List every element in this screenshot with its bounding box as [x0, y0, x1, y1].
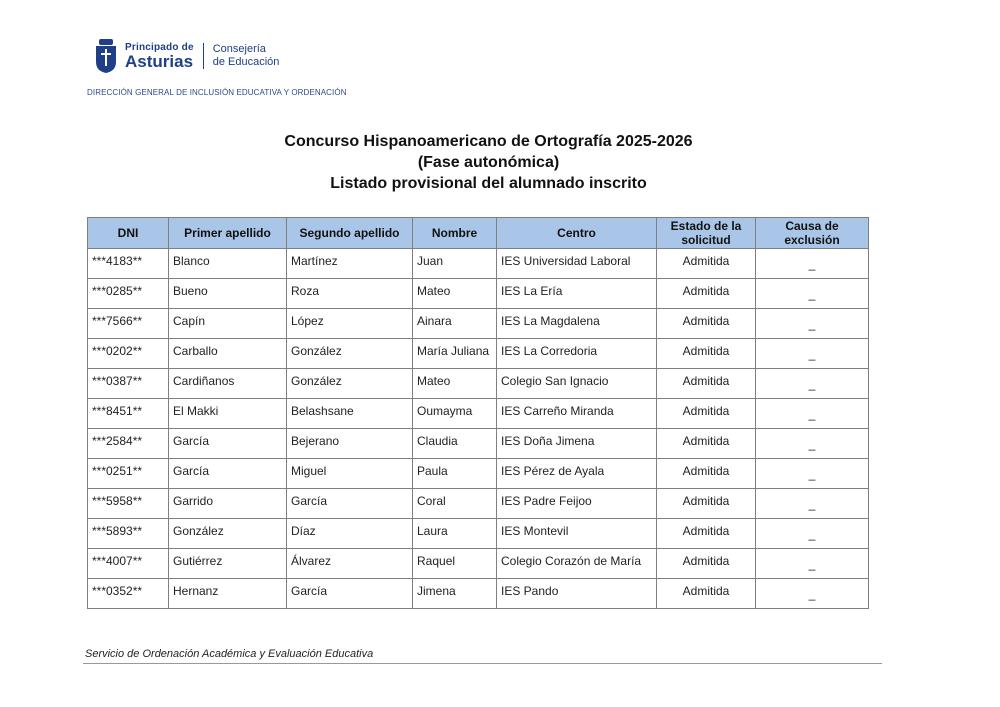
- table-row: [88, 579, 869, 609]
- school-cell: IES La Ería: [497, 279, 657, 309]
- school-cell: IES Pérez de Ayala: [497, 459, 657, 489]
- school-cell: Colegio Corazón de María: [497, 549, 657, 579]
- asturias-logo: [94, 37, 279, 75]
- first-surname-cell: García: [169, 459, 287, 489]
- second-surname-cell: Roza: [287, 279, 413, 309]
- table-body: [88, 249, 869, 609]
- dni-cell: ***4007**: [88, 549, 169, 579]
- column-header-second-surname: Segundo apellido: [287, 218, 413, 249]
- table-row: [88, 399, 869, 429]
- first-surname-cell: Blanco: [169, 249, 287, 279]
- column-header-dni: DNI: [88, 218, 169, 249]
- name-cell: Juan: [413, 249, 497, 279]
- second-surname-cell: Bejerano: [287, 429, 413, 459]
- school-cell: IES La Corredoria: [497, 339, 657, 369]
- status-cell: Admitida: [657, 399, 756, 429]
- school-cell: Colegio San Ignacio: [497, 369, 657, 399]
- table-row: [88, 549, 869, 579]
- title-line-2: (Fase autonómica): [417, 154, 560, 171]
- school-cell: IES Universidad Laboral: [497, 249, 657, 279]
- department-line1: Consejería: [212, 43, 266, 55]
- second-surname-cell: Miguel: [287, 459, 413, 489]
- exclusion-cause-cell: _: [756, 579, 869, 609]
- second-surname-cell: García: [287, 489, 413, 519]
- status-cell: Admitida: [657, 369, 756, 399]
- dni-cell: ***2584**: [88, 429, 169, 459]
- exclusion-cause-cell: _: [756, 279, 869, 309]
- table-row: [88, 279, 869, 309]
- school-cell: IES Montevil: [497, 519, 657, 549]
- asturias-shield-icon: [94, 38, 118, 74]
- table-row: [88, 249, 869, 279]
- first-surname-cell: El Makki: [169, 399, 287, 429]
- footer-text: Servicio de Ordenación Académica y Evaluación Educativa: [85, 648, 374, 660]
- second-surname-cell: Álvarez: [287, 549, 413, 579]
- dni-cell: ***0251**: [88, 459, 169, 489]
- column-header-status: Estado de la solicitud: [657, 218, 756, 249]
- first-surname-cell: Capín: [169, 309, 287, 339]
- table-row: [88, 309, 869, 339]
- first-surname-cell: Garrido: [169, 489, 287, 519]
- school-cell: IES Doña Jimena: [497, 429, 657, 459]
- table-row: [88, 369, 869, 399]
- exclusion-cause-cell: _: [756, 549, 869, 579]
- title-line-1: Concurso Hispanoamericano de Ortografía 2025-2026: [284, 133, 693, 150]
- name-cell: Claudia: [413, 429, 497, 459]
- name-cell: María Juliana: [413, 339, 497, 369]
- name-cell: Ainara: [413, 309, 497, 339]
- exclusion-cause-cell: _: [756, 249, 869, 279]
- column-header-school: Centro: [497, 218, 657, 249]
- name-cell: Laura: [413, 519, 497, 549]
- name-cell: Jimena: [413, 579, 497, 609]
- second-surname-cell: Díaz: [287, 519, 413, 549]
- first-surname-cell: Hernanz: [169, 579, 287, 609]
- exclusion-cause-cell: _: [756, 399, 869, 429]
- name-cell: Paula: [413, 459, 497, 489]
- table-header-row: [88, 218, 869, 249]
- dni-cell: ***7566**: [88, 309, 169, 339]
- exclusion-cause-cell: _: [756, 489, 869, 519]
- first-surname-cell: Bueno: [169, 279, 287, 309]
- dni-cell: ***5958**: [88, 489, 169, 519]
- name-cell: Oumayma: [413, 399, 497, 429]
- first-surname-cell: González: [169, 519, 287, 549]
- status-cell: Admitida: [657, 549, 756, 579]
- name-cell: Mateo: [413, 369, 497, 399]
- second-surname-cell: Belashsane: [287, 399, 413, 429]
- footer-divider: [83, 663, 882, 664]
- logo-divider: [203, 43, 204, 69]
- column-header-exclusion-cause: Causa de exclusión: [756, 218, 869, 249]
- exclusion-cause-cell: _: [756, 309, 869, 339]
- school-cell: IES La Magdalena: [497, 309, 657, 339]
- dni-cell: ***0387**: [88, 369, 169, 399]
- brand-main-text: Asturias: [125, 51, 194, 71]
- status-cell: Admitida: [657, 429, 756, 459]
- first-surname-cell: Gutiérrez: [169, 549, 287, 579]
- first-surname-cell: Carballo: [169, 339, 287, 369]
- dni-cell: ***0285**: [88, 279, 169, 309]
- status-cell: Admitida: [657, 249, 756, 279]
- exclusion-cause-cell: _: [756, 369, 869, 399]
- second-surname-cell: López: [287, 309, 413, 339]
- dni-cell: ***8451**: [88, 399, 169, 429]
- table-row: [88, 339, 869, 369]
- title-line-3: Listado provisional del alumnado inscrito: [330, 175, 647, 192]
- brand-top-text: Principado de: [125, 41, 194, 53]
- school-cell: IES Carreño Miranda: [497, 399, 657, 429]
- exclusion-cause-cell: _: [756, 519, 869, 549]
- table-row: [88, 519, 869, 549]
- second-surname-cell: González: [287, 369, 413, 399]
- dni-cell: ***5893**: [88, 519, 169, 549]
- table-row: [88, 459, 869, 489]
- status-cell: Admitida: [657, 579, 756, 609]
- name-cell: Coral: [413, 489, 497, 519]
- dni-cell: ***0202**: [88, 339, 169, 369]
- directorate-name: DIRECCIÓN GENERAL DE INCLUSIÓN EDUCATIVA Y ORDENACIÓN: [87, 88, 347, 97]
- status-cell: Admitida: [657, 309, 756, 339]
- school-cell: IES Pando: [497, 579, 657, 609]
- status-cell: Admitida: [657, 519, 756, 549]
- document-titles: [0, 131, 977, 194]
- status-cell: Admitida: [657, 489, 756, 519]
- status-cell: Admitida: [657, 459, 756, 489]
- second-surname-cell: García: [287, 579, 413, 609]
- column-header-first-surname: Primer apellido: [169, 218, 287, 249]
- table-row: [88, 489, 869, 519]
- status-cell: Admitida: [657, 339, 756, 369]
- dni-cell: ***4183**: [88, 249, 169, 279]
- table-row: [88, 429, 869, 459]
- dni-cell: ***0352**: [88, 579, 169, 609]
- name-cell: Mateo: [413, 279, 497, 309]
- second-surname-cell: González: [287, 339, 413, 369]
- exclusion-cause-cell: _: [756, 459, 869, 489]
- first-surname-cell: García: [169, 429, 287, 459]
- status-cell: Admitida: [657, 279, 756, 309]
- students-table: [87, 217, 869, 609]
- exclusion-cause-cell: _: [756, 339, 869, 369]
- name-cell: Raquel: [413, 549, 497, 579]
- exclusion-cause-cell: _: [756, 429, 869, 459]
- department-line2: de Educación: [212, 56, 280, 68]
- second-surname-cell: Martínez: [287, 249, 413, 279]
- school-cell: IES Padre Feijoo: [497, 489, 657, 519]
- column-header-name: Nombre: [413, 218, 497, 249]
- first-surname-cell: Cardiñanos: [169, 369, 287, 399]
